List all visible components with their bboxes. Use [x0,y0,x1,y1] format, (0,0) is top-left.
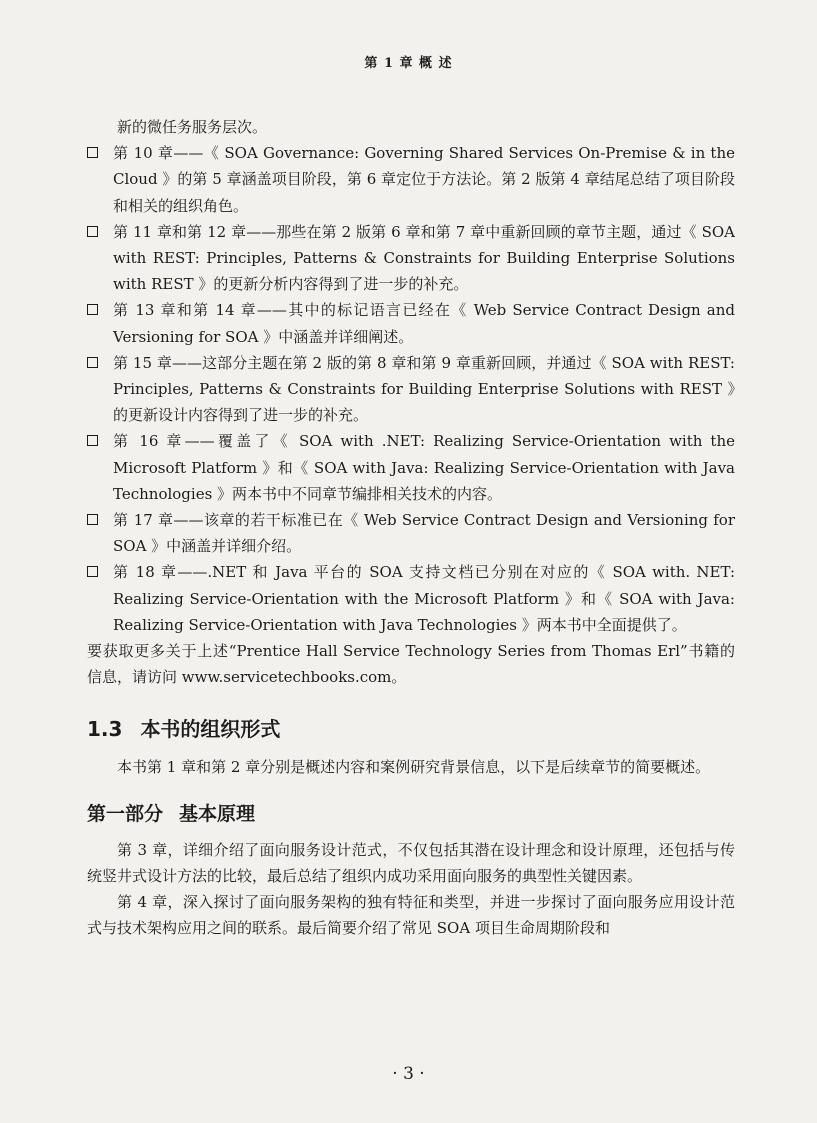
checkbox-bullet-icon [87,435,98,446]
page-body [87,114,735,941]
more-info-paragraph: 要获取更多关于上述“Prentice Hall Service Technology Series from Thomas Erl”书籍的信息，请访问 www.servicetechbooks.com。 [87,642,735,687]
body-paragraph: 第 4 章，深入探讨了面向服务架构的独有特征和类型，并进一步探讨了面向服务应用设计范式与技术架构应用之间的联系。最后简要介绍了常见 SOA 项目生命周期阶段和 [87,893,735,938]
list-item [87,297,735,349]
list-item-text: 第 15 章——这部分主题在第 2 版的第 8 章和第 9 章重新回顾，并通过《 SOA with REST: Principles, Patterns & Constraints for Building Enterprise Solutions with REST 》的更新设计内容得到了进一步的补充。 [113,353,735,425]
checkbox-bullet-icon [87,147,98,158]
part-title: 基本原理 [179,802,256,825]
checkbox-bullet-icon [87,514,98,525]
section-number: 1.3 [87,717,123,742]
list-item [87,428,735,507]
list-item [87,219,735,298]
checkbox-bullet-icon [87,226,98,237]
running-header: 第 1 章 概 述 [364,56,453,71]
list-item [87,350,735,429]
part-label: 第一部分 [87,802,164,825]
checkbox-bullet-icon [87,357,98,368]
page-number: · 3 · [392,1064,425,1084]
list-item-text: 第 17 章——该章的若干标准已在《 Web Service Contract Design and Versioning for SOA 》中涵盖并详细介绍。 [113,511,735,556]
list-item-text: 第 18 章——.NET 和 Java 平台的 SOA 支持文档已分别在对应的《 SOA with. NET: Realizing Service-Orientation with the Microsoft Platform 》和《 SOA with Java: Realizing Service-Orientation with Java Technologies 》两本书中全面提供了。 [113,563,735,634]
intro-line: 新的微任务服务层次。 [117,118,268,136]
section-intro-paragraph: 本书第 1 章和第 2 章分别是概述内容和案例研究背景信息，以下是后续章节的简要概述。 [117,758,711,777]
part-heading [87,799,735,829]
list-item [87,140,735,219]
list-item-text: 第 10 章——《 SOA Governance: Governing Shared Services On-Premise & in the Cloud 》的第 5 章涵盖项目阶段，第 6 章定位于方法论。第 2 版第 4 章结尾总结了项目阶段和相关的组织角色。 [113,144,735,215]
section-title: 本书的组织形式 [140,717,281,742]
chapter-mapping-list [87,140,735,638]
list-item-text: 第 13 章和第 14 章——其中的标记语言已经在《 Web Service Contract Design and Versioning for SOA 》中涵盖并详细阐述。 [113,301,735,346]
list-item-text: 第 16 章——覆盖了《 SOA with .NET: Realizing Service-Orientation with the Microsoft Platform 》和《 SOA with Java: Realizing Service-Orientation with Java Technologies 》两本书中不同章节编排相关技术的内容。 [113,432,735,503]
list-item-text: 第 11 章和第 12 章——那些在第 2 版第 6 章和第 7 章中重新回顾的章节主题，通过《 SOA with REST: Principles, Patterns & Constraints for Building Enterprise Solutions with REST 》的更新分析内容得到了进一步的补充。 [113,222,735,294]
checkbox-bullet-icon [87,566,98,577]
checkbox-bullet-icon [87,304,98,315]
section-heading [87,714,735,744]
list-item [87,559,735,638]
body-paragraph: 第 3 章，详细介绍了面向服务设计范式，不仅包括其潜在设计理念和设计原理，还包括与传统竖井式设计方法的比较，最后总结了组织内成功采用面向服务的典型性关键因素。 [87,840,735,885]
list-item [87,507,735,559]
